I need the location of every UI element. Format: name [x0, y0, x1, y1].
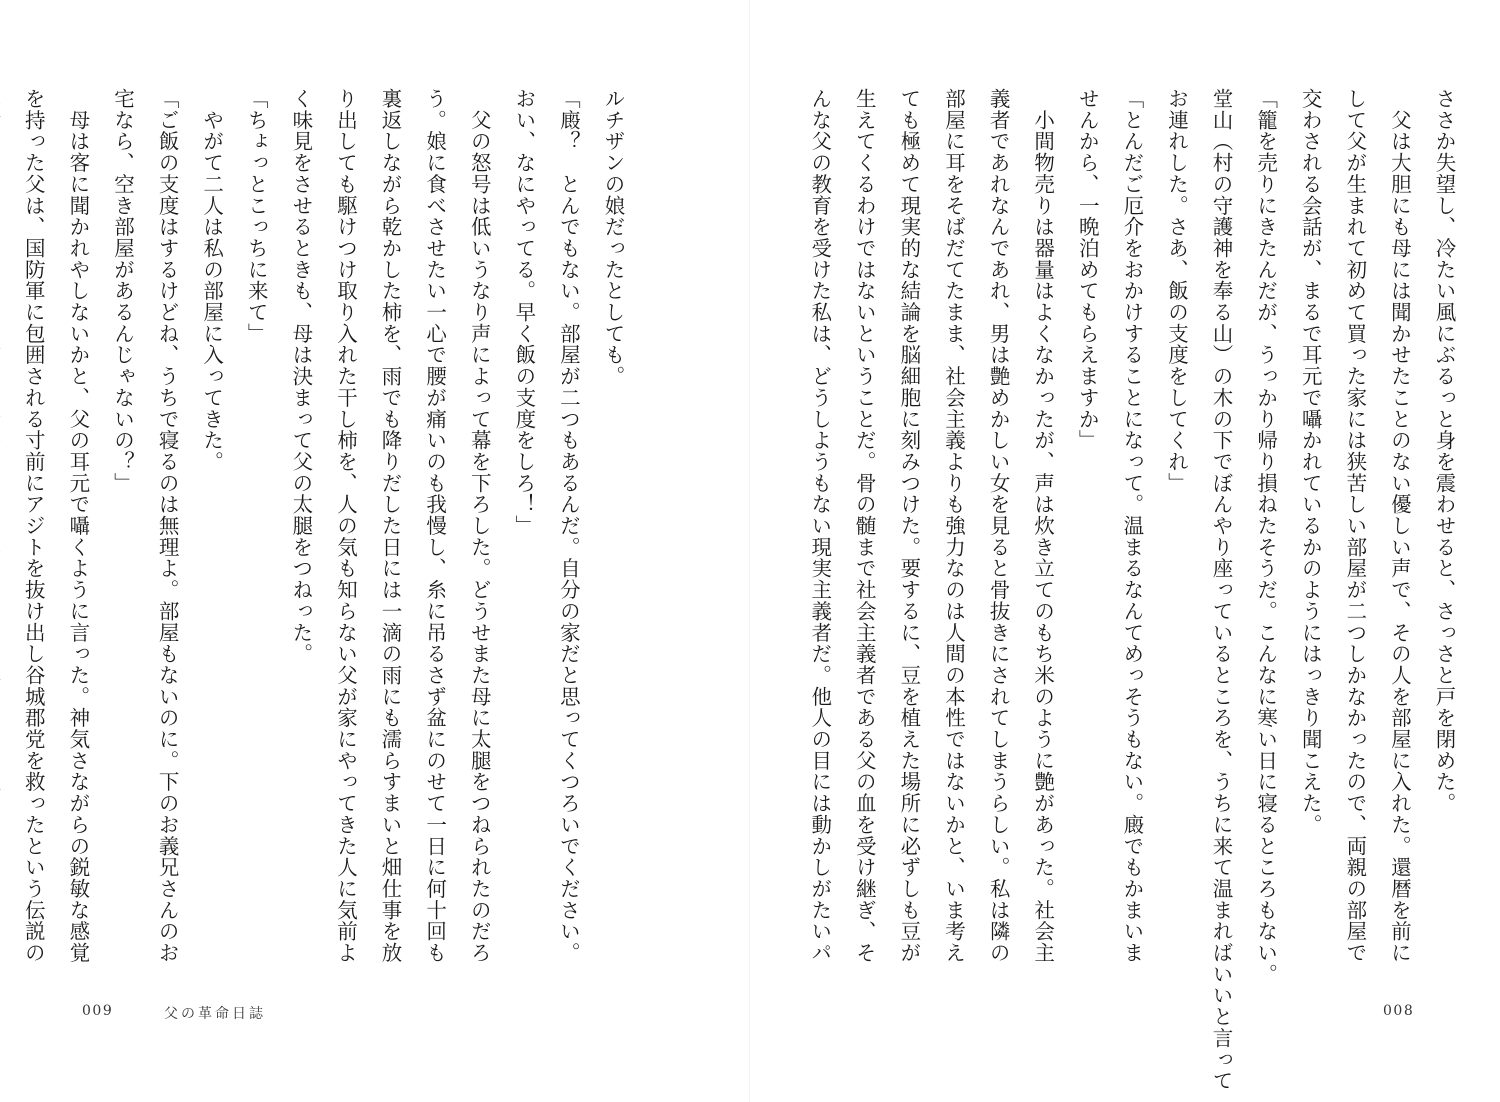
text-line: 「廄？ とんでもない。部屋が二つもあるんだ。自分の家だと思ってくつろいでください。 — [556, 88, 581, 964]
text-line: おい、なにやってる。早く飯の支度をしろ！」 — [511, 88, 536, 537]
text-line: 堂山（村の守護神を奉る山）の木の下でぼんやり座っているところを、うちに来て温まればいいと言って — [1209, 88, 1234, 1092]
text-line: 「ご飯の支度はするけどね、うちで寝るのは無理よ。部屋もないのに。下のお義兄さんのお — [155, 88, 180, 964]
text-line: り出しても駆けつけ取り入れた干し柿を、人の気も知らない父が家にやってきた人に気前よ — [333, 88, 358, 964]
text-line: ルチザンの娘だったとしても。 — [601, 88, 625, 387]
text-line: 部屋に耳をそばだてたまま、社会主義よりも強力なのは人間の本性ではないかと、いま考え — [941, 88, 966, 964]
text-line: 裏返しながら乾かした柿を、雨でも降りだした日には一滴の雨にも濡らすまいと畑仕事を放 — [378, 88, 403, 964]
text-line: ても極めて現実的な結論を脳細胞に刻みつけた。要するに、豆を植えた場所に必ずしも豆が — [896, 88, 921, 964]
text-line: 生えてくるわけではないということだ。骨の髄まで社会主義者である父の血を受け継ぎ、そ — [852, 88, 877, 964]
left-page-text — [21, 88, 635, 964]
text-line: 母は客に聞かれやしないかと、父の耳元で囁くように言った。神気さながらの鋭敏な感覚 — [65, 88, 90, 964]
text-line: 「とんだご厄介をおかけすることになって。温まるなんてめっそうもない。廄でもかまいま — [1119, 88, 1144, 964]
text-line: 父の怒号は低いうなり声によって幕を下ろした。どうせまた母に太腿をつねられたのだろ — [467, 88, 492, 964]
text-line: 「ちょっとこっちに来て」 — [244, 88, 269, 345]
page-number: 008 — [1383, 1003, 1415, 1019]
text-line: を持った父は、国防軍に包囲される寸前にアジトを抜け出し谷城郡党を救ったという伝説の — [21, 88, 46, 964]
text-line: ささか失望し、冷たい風にぶるっと身を震わせると、さっさと戸を閉めた。 — [1432, 88, 1456, 814]
running-title: 父の革命日誌 — [164, 1006, 266, 1022]
text-line: 小間物売りは器量はよくなかったが、声は炊き立てのもち米のように艶があった。社会主 — [1030, 88, 1055, 964]
text-line: して父が生まれて初めて買った家には狭苦しい部屋が二つしかなかったので、両親の部屋で — [1342, 88, 1367, 964]
text-line: やがて二人は私の部屋に入ってきた。 — [199, 88, 224, 473]
text-line: 義者であれなんであれ、男は艶めかしい女を見ると骨抜きにされてしまうらしい。私は隣の — [986, 88, 1011, 964]
text-line: 「籠を売りにきたんだが、うっかり帰り損ねたそうだ。こんなに寒い日に寝るところもない。 — [1253, 88, 1278, 985]
text-line: う。娘に食べさせたい一心で腰が痛いのも我慢し、糸に吊るさず盆にのせて一日に何十回も — [422, 88, 447, 964]
text-line: せんから、一晩泊めてもらえますか」 — [1075, 88, 1100, 451]
text-line: 父は大胆にも母には聞かせたことのない優しい声で、その人を部屋に入れた。還暦を前に — [1387, 88, 1412, 964]
text-line: く味見をさせるときも、母は決まって父の太腿をつねった。 — [288, 88, 313, 665]
text-line: んな父の教育を受けた私は、どうしようもない現実主義者だ。他人の目には動かしがたいパ — [807, 88, 832, 964]
text-line: 宅なら、空き部屋があるんじゃないの？」 — [110, 88, 135, 494]
text-line: 交わされる会話が、まるで耳元で囁かれているかのようにはっきり聞こえた。 — [1298, 88, 1323, 836]
text-line — [0, 88, 11, 918]
right-page — [750, 0, 1500, 1102]
page-number: 009 — [82, 1003, 114, 1019]
text-line: お連れした。さあ、飯の支度をしてくれ」 — [1164, 88, 1189, 494]
